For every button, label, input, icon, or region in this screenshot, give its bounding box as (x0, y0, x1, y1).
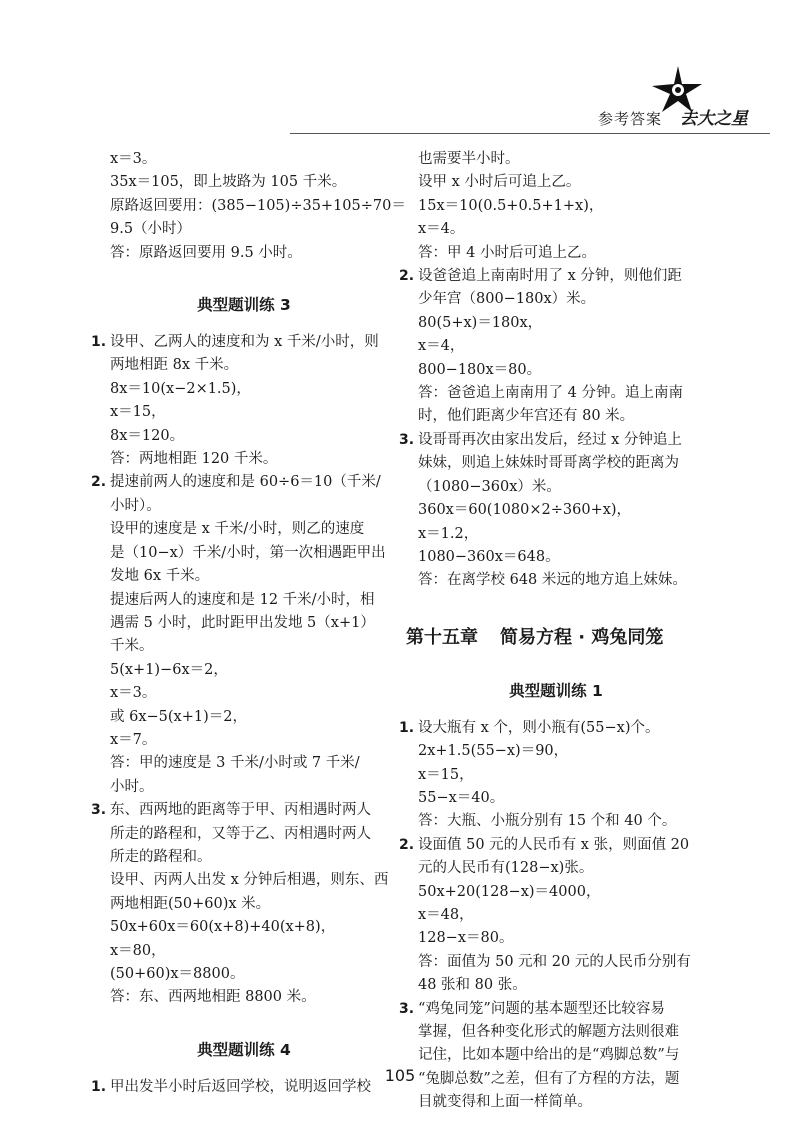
section-heading: 典型题训练 3 (197, 296, 291, 315)
answer-line: 答：甲 4 小时后可追上乙。 (418, 244, 596, 261)
answer-line: x＝15， (110, 404, 166, 421)
answer-line-text: 设面值 50 元的人民币有 x 张，则面值 20 (418, 836, 690, 853)
item-number: 3. (399, 431, 415, 448)
chapter-title: 简易方程 · 鸡兔同笼 (500, 626, 664, 648)
answer-line: x＝3。 (110, 685, 157, 702)
answer-line: “兔脚总数”之差，但有了方程的方法，题 (418, 1070, 680, 1087)
item-number: 2. (91, 474, 107, 491)
answer-item (91, 799, 390, 822)
answer-line: 也需要半小时。 (418, 151, 520, 167)
answer-line: 目就变得和上面一样简单。 (418, 1094, 592, 1111)
answer-line: 设甲的速度是 x 千米/小时，则乙的速度 (110, 521, 365, 538)
answer-line: x＝3。 (110, 151, 157, 167)
item-number: 3. (399, 1000, 415, 1017)
answer-line: x＝7。 (110, 731, 157, 748)
answer-item (399, 717, 706, 740)
answer-line: x＝15， (418, 766, 474, 783)
answer-line: 答：爸爸追上南南用了 4 分钟。追上南南 (418, 385, 683, 402)
answer-line: 128−x＝80。 (418, 930, 514, 947)
answer-line: 妹妹，则追上妹妹时哥哥离学校的距离为 (418, 455, 679, 472)
answer-line: 掌握，但各种变化形式的解题方法则很难 (418, 1024, 679, 1040)
answer-line: 答：两地相距 120 千米。 (110, 451, 278, 468)
answer-line: x＝4。 (418, 221, 465, 238)
page-number: 105 (384, 1066, 416, 1085)
answer-line: 所走的路程和。 (110, 848, 212, 865)
answer-line: 50x+20(128−x)＝4000， (418, 883, 601, 900)
answer-line: 提速后两人的速度和是 12 千米/小时，相 (110, 591, 375, 608)
answer-line: （1080−360x）米。 (418, 478, 561, 495)
answer-line-text: 设甲、乙两人的速度和为 x 千米/小时，则 (110, 334, 379, 351)
answer-line: x＝4， (418, 338, 465, 355)
answer-line: 答：在离学校 648 米远的地方追上妹妹。 (418, 572, 687, 589)
answer-line: 9.5（小时） (110, 221, 192, 238)
answer-item (91, 471, 390, 494)
answer-line: 1080−360x＝648。 (418, 548, 560, 565)
answer-line: 设甲 x 小时后可追上乙。 (418, 174, 581, 191)
answer-line: 少年宫（800−180x）米。 (418, 291, 596, 308)
answer-line: 时，他们距离少年宫还有 80 米。 (418, 408, 635, 425)
answer-item (399, 429, 706, 452)
answer-line-text: 设哥哥再次由家出发后，经过 x 分钟追上 (418, 431, 682, 448)
answer-line: 小时。 (110, 778, 154, 795)
page-header (0, 0, 800, 140)
answer-line: x＝1.2， (418, 525, 479, 542)
left-column (91, 148, 406, 1099)
chapter-number: 第十五章 (406, 626, 478, 648)
section-heading: 典型题训练 1 (509, 681, 603, 700)
answer-line: x＝80， (110, 942, 166, 959)
brand-text: 去大之星 (680, 109, 748, 129)
answer-line: 遇需 5 小时，此时距甲出发地 5（x+1） (110, 614, 375, 631)
answer-line: 50x+60x＝60(x+8)+40(x+8)， (110, 919, 336, 936)
answer-item (91, 331, 390, 354)
answer-line: 千米。 (110, 638, 154, 655)
answer-line: 答：甲的速度是 3 千米/小时或 7 千米/ (110, 755, 360, 772)
answer-line: 答：原路返回要用 9.5 小时。 (110, 244, 302, 261)
answer-line: (50+60)x＝8800。 (110, 966, 245, 982)
item-number: 1. (91, 334, 107, 351)
answer-line: 15x＝10(0.5+0.5+1+x)， (418, 197, 604, 214)
answer-line: 35x＝105，即上坡路为 105 千米。 (110, 174, 347, 191)
item-number: 2. (399, 836, 415, 853)
answer-line: 原路返回要用：(385−105)÷35+105÷70＝ (110, 197, 406, 214)
answer-line: 2x+1.5(55−x)＝90， (418, 743, 569, 760)
header-label: 参考答案 (598, 110, 663, 128)
item-number: 3. (91, 802, 107, 819)
answer-line: 小时）。 (110, 497, 161, 514)
answer-line-text: 东、西两地的距离等于甲、丙相遇时两人 (110, 802, 371, 819)
answer-line: 8x＝10(x−2×1.5)， (110, 380, 251, 397)
item-number: 2. (399, 268, 415, 285)
answer-line: 设甲、丙两人出发 x 分钟后相遇，则东、西 (110, 872, 389, 889)
item-number: 1. (91, 1078, 107, 1095)
section-heading: 典型题训练 4 (197, 1040, 291, 1059)
answer-line: 5(x+1)−6x＝2， (110, 661, 228, 678)
header-divider (290, 133, 770, 134)
answer-line: 360x＝60(1080×2÷360+x)， (418, 502, 632, 519)
answer-line: 或 6x−5(x+1)＝2， (110, 708, 247, 725)
answer-line: 80(5+x)＝180x， (418, 314, 543, 331)
answer-line-text: “鸡兔同笼”问题的基本题型还比较容易 (418, 1000, 665, 1017)
chapter-heading (406, 625, 706, 651)
answer-line: 答：大瓶、小瓶分别有 15 个和 40 个。 (418, 813, 677, 830)
answer-line: 48 张和 80 张。 (418, 977, 527, 994)
answer-line: 两地相距 8x 千米。 (110, 357, 239, 374)
answer-item (399, 998, 706, 1021)
answer-line: 8x＝120。 (110, 427, 185, 444)
answer-line: 答：面值为 50 元和 20 元的人民币分别有 (418, 953, 691, 970)
answer-line: 是（10−x）千米/小时，第一次相遇距甲出 (110, 544, 386, 561)
answer-item (399, 834, 706, 857)
answer-line-text: 提速前两人的速度和是 60÷6＝10（千米/ (110, 474, 381, 491)
answer-line: 55−x＝40。 (418, 789, 505, 806)
answer-line: 两地相距(50+60)x 米。 (110, 895, 271, 912)
answer-line: 所走的路程和，又等于乙、丙相遇时两人 (110, 825, 371, 842)
answer-line-text: 甲出发半小时后返回学校，说明返回学校 (110, 1078, 371, 1095)
item-number: 1. (399, 719, 415, 736)
answer-line: 元的人民币有(128−x)张。 (418, 860, 594, 877)
answer-line: 发地 6x 千米。 (110, 568, 210, 585)
answer-line: x＝48， (418, 906, 474, 923)
answer-item (399, 265, 706, 288)
answer-line: 记住，比如本题中给出的是“鸡脚总数”与 (418, 1047, 680, 1064)
answer-line: 答：东、西两地相距 8800 米。 (110, 989, 316, 1006)
answer-line-text: 设大瓶有 x 个，则小瓶有(55−x)个。 (418, 719, 660, 736)
answer-line: 800−180x＝80。 (418, 361, 542, 378)
answer-line-text: 设爸爸追上南南时用了 x 分钟，则他们距 (418, 268, 682, 285)
